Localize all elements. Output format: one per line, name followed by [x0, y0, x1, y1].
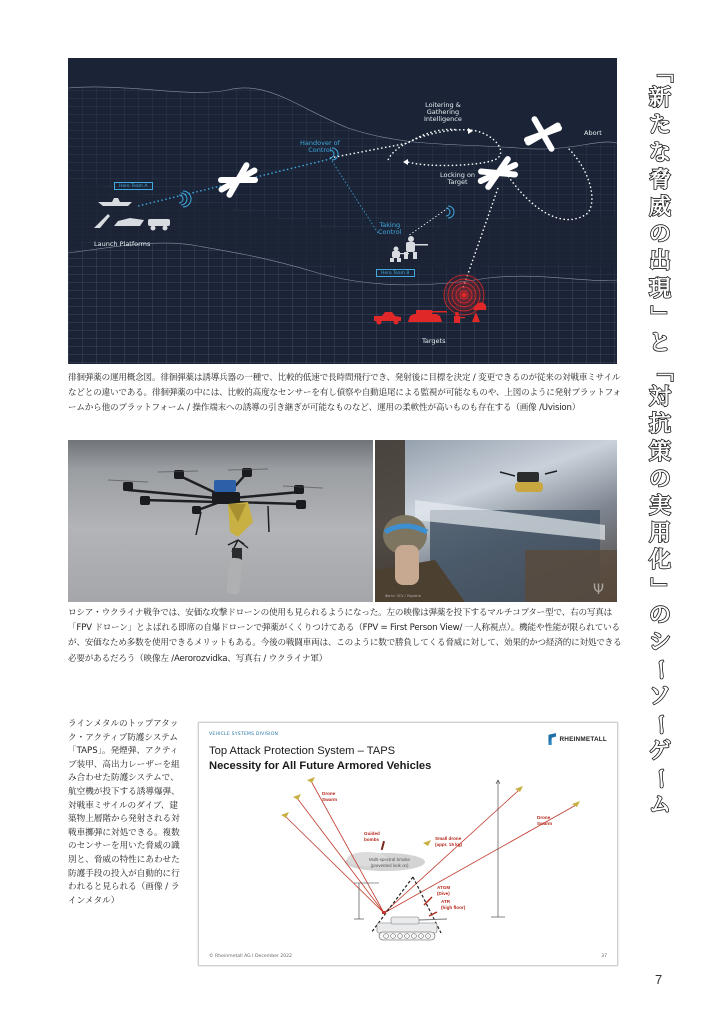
label-drone-swarm-right: Drone Swarm	[537, 815, 553, 826]
headline-char: 「	[647, 60, 673, 83]
headline-char: 新	[648, 86, 671, 112]
headline-char: ー	[647, 767, 673, 790]
slide-subtitle: Necessity for All Future Armored Vehicles	[209, 760, 432, 772]
vertical-headline	[638, 58, 682, 819]
label-small-drone: Small drone (appr. 15 kg)	[435, 836, 463, 847]
label-taking-control: Taking Control	[378, 221, 402, 236]
headline-char: 」	[647, 305, 673, 328]
slide-division: VEHICLE SYSTEMS DIVISION	[209, 732, 279, 737]
headline-char: 用	[648, 521, 671, 547]
headline-char: の	[648, 222, 671, 248]
headline-char: ー	[647, 658, 673, 681]
fpv-drone-soldier-illustration	[375, 440, 617, 602]
headline-char: 」	[647, 577, 673, 600]
slide-title: Top Attack Protection System – TAPS	[209, 745, 396, 757]
label-locking-on-target: Locking on Target	[440, 171, 476, 186]
label-loitering: Loitering & Gathering Intelligence	[424, 101, 462, 123]
photo-multicopter-drone	[68, 440, 373, 602]
label-drone-swarm-left: Drone Swarm	[322, 791, 338, 802]
multicopter-drone-illustration	[68, 440, 373, 602]
headline-char: 現	[648, 276, 671, 302]
headline-char: 実	[648, 494, 671, 519]
slide-footer: © Rheinmetall AG I December 2022	[209, 954, 292, 959]
headline-char: の	[648, 602, 671, 628]
headline-char: 抗	[648, 412, 671, 438]
slide-number: 37	[601, 954, 607, 959]
fpv-drone-icon	[500, 471, 557, 492]
photo-fpv-drone-soldier	[375, 440, 617, 602]
headline-char: の	[648, 466, 671, 492]
tank-icon	[377, 911, 447, 940]
taps-slide	[198, 722, 618, 966]
label-guided-bombs: Guided bombs	[364, 831, 380, 842]
headline-char: ム	[648, 793, 671, 819]
headline-char: 対	[648, 385, 671, 411]
headline-char: 策	[648, 439, 671, 465]
headline-char: と	[648, 330, 671, 356]
headline-char: ソ	[648, 684, 671, 710]
label-atr: ATR (high floor)	[441, 899, 466, 910]
hero-team-a-tag: Hero Team A	[114, 182, 153, 190]
headline-char: 「	[647, 359, 673, 382]
headline-char: な	[648, 140, 671, 166]
label-handover: Handover of Control	[300, 139, 340, 154]
headline-char: 化	[648, 548, 671, 574]
headline-char: た	[648, 113, 671, 139]
label-smoke: Multi-spectral Smoke (prevented look on)	[369, 857, 410, 868]
label-targets: Targets	[422, 337, 446, 345]
headline-char: シ	[648, 629, 671, 655]
caption-attack-drones: ロシア・ウクライナ戦争では、安価な攻撃ドローンの使用も見られるようになった。左の映像は弾薬を投下するマルチコプター型で、右の写真は「FPV ドローン」とよばれる即席の自爆ドローンで弾薬がくくりつけてある（FPV = First Person View/ 一人称視点）。機能や性能が限られているが、安価なため多数を使用できるメリットもある。今後の戦闘車両は、このように数で勝負してくる脅威に対して、効果的かつ経済的に対処できる必要があるだろう（映像左 /Aerorozvidka、写真右 / ウクライナ軍）	[68, 608, 622, 664]
headline-char: 威	[648, 194, 671, 220]
trident-emblem-icon: Ψ	[593, 582, 605, 598]
label-abort: Abort	[584, 129, 602, 137]
page-number: 7	[655, 972, 663, 987]
caption-taps: ラインメタルのトップアタック・アクティブ防護システム「TAPS」。発煙弾、アクティブ装甲、高出力レーザーを組み合わせた防護システムで、航空機が投下する誘導爆弾、対戦車ミサイルのダイブ、建築物上層階から発射される対戦車擲弾に対処できる。複数のセンサーを用いた脅威の識別と、脅威の特性にあわせた防護手段の投入が自動的に行われると見られる（画像 / ラインメタル）	[68, 719, 180, 906]
label-launch-platforms: Launch Platforms	[94, 240, 151, 248]
svg-text:Фото: ЗСУ / Україна: Фото: ЗСУ / Україна	[385, 594, 421, 598]
caption-loitering-munition: 徘徊弾薬の運用概念図。徘徊弾薬は誘導兵器の一種で、比較的低速で長時間飛行でき、発射後に目標を決定 / 変更できるのが従来の対戦車ミサイルなどとの違いである。徘徊弾薬の中には、比較的高度なセンサーを有し偵察や自動追尾による監視が可能なものや、上図のように発射プラットフォームから他のプラットフォーム / 操作端末への誘導の引き継ぎが可能なものなど、運用の柔軟性が高いものも存在する（画像 /Uvision）	[68, 373, 621, 414]
headline-char: 出	[648, 249, 671, 275]
headline-char: ゲ	[648, 738, 671, 764]
taps-threat-diagram	[199, 723, 617, 965]
terrain-mesh-illustration	[68, 58, 617, 364]
rheinmetall-logo: RHEINMETALL	[548, 733, 607, 745]
loitering-munition-concept-figure	[68, 58, 617, 364]
headline-char: ー	[647, 713, 673, 736]
headline-char: 脅	[648, 167, 671, 193]
hero-team-b-tag: Hero Team B	[376, 269, 415, 277]
label-atgm: ATGM (Dive)	[437, 885, 451, 896]
